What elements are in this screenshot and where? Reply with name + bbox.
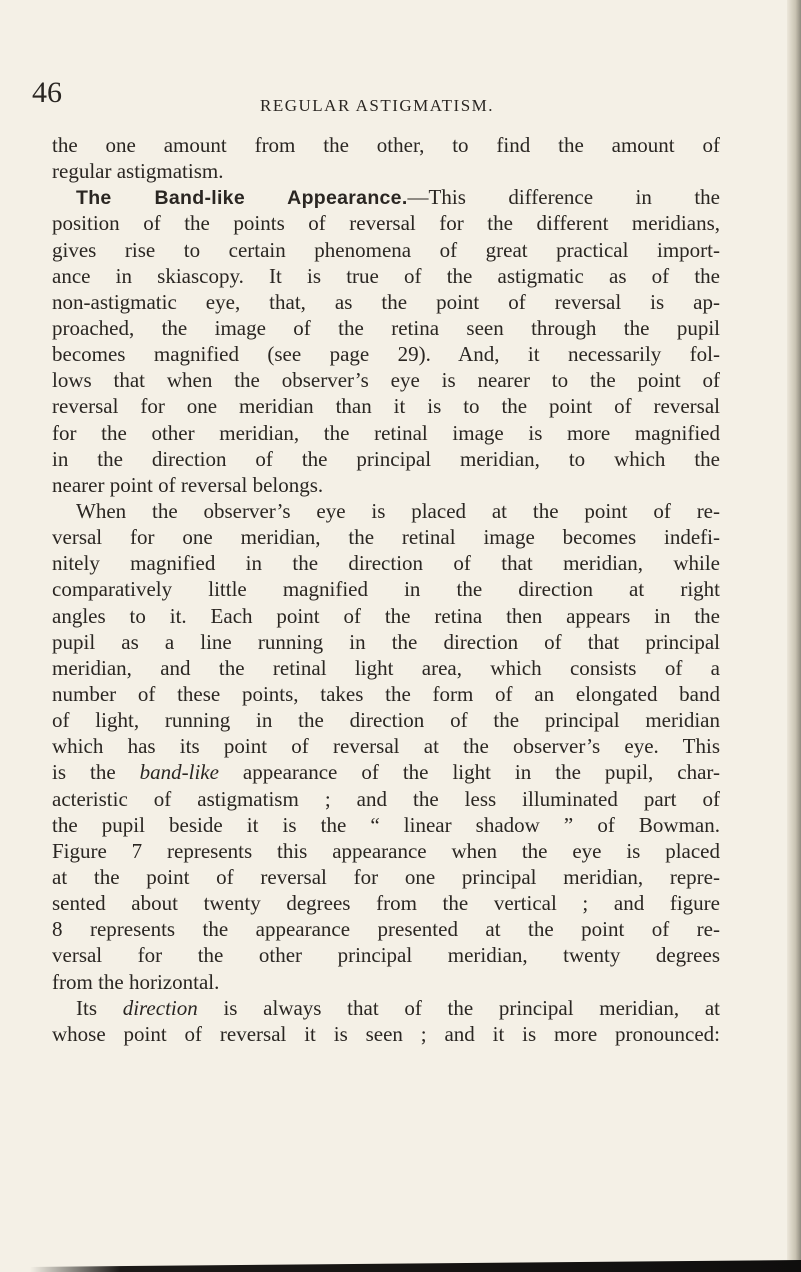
emphasis-direction: direction <box>122 995 198 1020</box>
text-line: whose point of reversal it is seen ; and it is more pronounced: <box>52 1021 720 1046</box>
running-title: REGULAR ASTIGMATISM. <box>260 96 495 115</box>
body-text <box>52 132 720 1047</box>
text-line: When the observer’s eye is placed at the point of re- <box>76 498 720 523</box>
bottom-edge-rule <box>0 1260 801 1272</box>
text-line: non-astigmatic eye, that, as the point of reversal is ap- <box>52 289 720 314</box>
text-line: comparatively little magnified in the direction at right <box>52 577 720 602</box>
text-line: for the other meridian, the retinal image is more magnified <box>52 420 720 445</box>
page-header <box>0 76 801 126</box>
text-line: 8 represents the appearance presented at the point of re- <box>52 917 720 942</box>
text-fragment: Its <box>76 995 123 1020</box>
text-line: becomes magnified (see page 29). And, it necessarily fol- <box>52 342 720 367</box>
text-line: Figure 7 represents this appearance when the eye is placed <box>52 838 720 863</box>
page-number: 46 <box>32 76 62 109</box>
text-line: regular astigmatism. <box>52 159 224 184</box>
text-line: nitely magnified in the direction of that meridian, while <box>52 551 720 576</box>
text-line <box>52 995 720 1021</box>
text-line: which has its point of reversal at the observer’s eye. This <box>52 734 720 759</box>
text-fragment: is the <box>52 760 140 785</box>
text-line: the one amount from the other, to find the amount of <box>52 133 720 157</box>
text-line: ance in skiascopy. It is true of the astigmatic as of the <box>52 263 720 288</box>
text-line: acteristic of astigmatism ; and the less illuminated part of <box>52 786 720 811</box>
text-line: number of these points, takes the form of an elongated band <box>52 681 720 706</box>
text-line: sented about twenty degrees from the vertical ; and figure <box>52 891 720 916</box>
text-fragment: appearance of the light in the pupil, char- <box>218 760 721 785</box>
text-line: meridian, and the retinal light area, which consists of a <box>52 655 720 680</box>
text-line <box>52 759 720 785</box>
text-line: versal for the other principal meridian, twenty degrees <box>52 943 720 968</box>
text-line: pupil as a line running in the direction of that principal <box>52 629 720 654</box>
text-line: proached, the image of the retina seen through the pupil <box>52 315 720 340</box>
page-edge-shadow <box>787 0 801 1272</box>
text-line: reversal for one meridian than it is to the point of reversal <box>52 394 720 419</box>
text-line: versal for one meridian, the retinal image becomes indefi- <box>52 525 720 550</box>
section-heading: The Band-like Appearance. <box>76 187 408 210</box>
text-line: angles to it. Each point of the retina then appears in the <box>52 603 720 628</box>
text-line: gives rise to certain phenomena of great practical import- <box>52 237 720 262</box>
text-line: in the direction of the principal meridian, to which the <box>52 446 720 471</box>
text-line: nearer point of reversal belongs. <box>52 472 324 497</box>
text-line: position of the points of reversal for the different meridians, <box>52 211 720 236</box>
text-line <box>52 184 720 210</box>
text-line: lows that when the observer’s eye is nearer to the point of <box>52 368 720 393</box>
text-line: of light, running in the direction of the principal meridian <box>52 708 720 733</box>
emphasis-band-like: band-like <box>139 760 219 785</box>
text-line: from the horizontal. <box>52 969 220 994</box>
text-fragment: is always that of the principal meridian, at <box>197 995 721 1020</box>
text-line: the pupil beside it is the “ linear shadow ” of Bowman. <box>52 812 720 837</box>
text-line: at the point of reversal for one principal meridian, repre- <box>52 864 720 889</box>
text-fragment: —This difference in the <box>407 185 720 210</box>
